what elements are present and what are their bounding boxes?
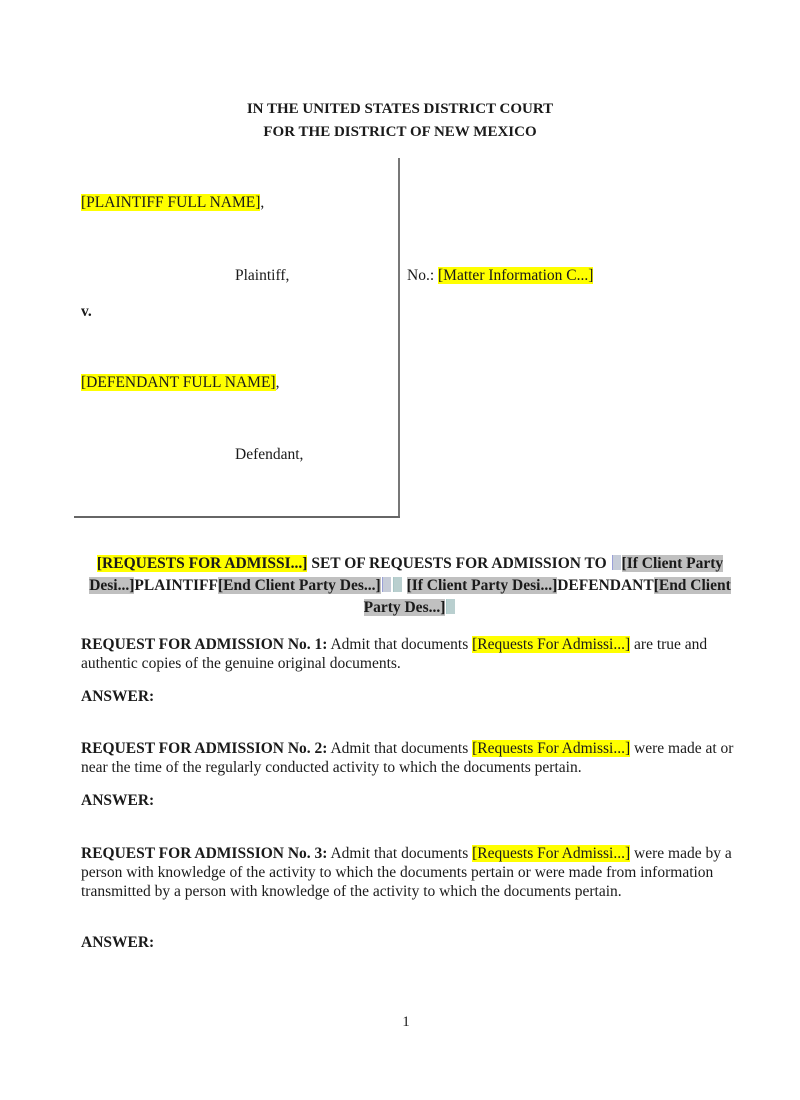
set-number-field[interactable]: [REQUESTS FOR ADMISSI...] (96, 555, 308, 572)
field-marker-icon (612, 555, 621, 570)
field-marker-icon (393, 577, 402, 592)
end-client-plaintiff-field[interactable]: [End Client Party Des...] (217, 577, 381, 594)
caption-vertical-divider (398, 158, 400, 518)
caption-bottom-rule (74, 516, 400, 518)
request-paragraph-3: REQUEST FOR ADMISSION No. 3: Admit that documents [Requests For Admissi...] were made by a person with knowledge of the activity to which the documents pertain or were made from information transmitted by a person with knowledge of the activity to which the documents pertain. (81, 845, 732, 900)
plaintiff-party-text: PLAINTIFF (134, 577, 218, 594)
documents-field[interactable]: [Requests For Admissi...] (472, 845, 631, 862)
case-number-line (407, 267, 593, 285)
versus-label: v. (81, 303, 92, 320)
answer-label-3: ANSWER: (81, 934, 155, 951)
court-name-line-2: FOR THE DISTRICT OF NEW MEXICO (263, 124, 537, 140)
court-name-line-1: IN THE UNITED STATES DISTRICT COURT (246, 101, 554, 117)
case-number-label: No.: (407, 267, 435, 284)
plaintiff-label: Plaintiff, (235, 267, 290, 284)
defendant-name-field[interactable]: [DEFENDANT FULL NAME] (81, 374, 276, 391)
request-paragraph-1: REQUEST FOR ADMISSION No. 1: Admit that documents [Requests For Admissi...] are true and authentic copies of the genuine original documents. (81, 636, 708, 672)
documents-field[interactable]: [Requests For Admissi...] (472, 636, 631, 653)
document-title: [REQUESTS FOR ADMISSI...] SET OF REQUESTS FOR ADMISSION TO [If Client Party Desi...]PLAINTIFF[End Client Party Des...] [If Client Party Desi...]DEFENDANT[End Client Party Des...] (89, 555, 731, 616)
field-marker-icon (382, 577, 391, 592)
defendant-name-line: [DEFENDANT FULL NAME], (81, 374, 280, 391)
defendant-party-text: DEFENDANT (557, 577, 654, 594)
plaintiff-name-field[interactable]: [PLAINTIFF FULL NAME] (81, 194, 261, 211)
request-label: REQUEST FOR ADMISSION No. 2: (81, 740, 328, 757)
page-number: 1 (402, 1014, 410, 1030)
plaintiff-name-line: [PLAINTIFF FULL NAME], (81, 194, 265, 211)
field-marker-icon (446, 599, 455, 614)
answer-label-1: ANSWER: (81, 688, 155, 705)
if-client-defendant-field[interactable]: [If Client Party Desi...] (406, 577, 558, 594)
end-client-defendant-field[interactable]: [End Client Party Des...] (363, 577, 731, 616)
case-number-field[interactable]: [Matter Information C...] (438, 267, 594, 284)
request-label: REQUEST FOR ADMISSION No. 3: (81, 845, 328, 862)
answer-label-2: ANSWER: (81, 792, 155, 809)
request-paragraph-2: REQUEST FOR ADMISSION No. 2: Admit that documents [Requests For Admissi...] were made at or near the time of the regularly conducted activity to which the documents pertain. (81, 740, 734, 776)
request-label: REQUEST FOR ADMISSION No. 1: (81, 636, 328, 653)
documents-field[interactable]: [Requests For Admissi...] (472, 740, 631, 757)
if-client-plaintiff-field[interactable]: [If Client Party Desi...] (89, 555, 724, 594)
defendant-label: Defendant, (235, 446, 304, 463)
